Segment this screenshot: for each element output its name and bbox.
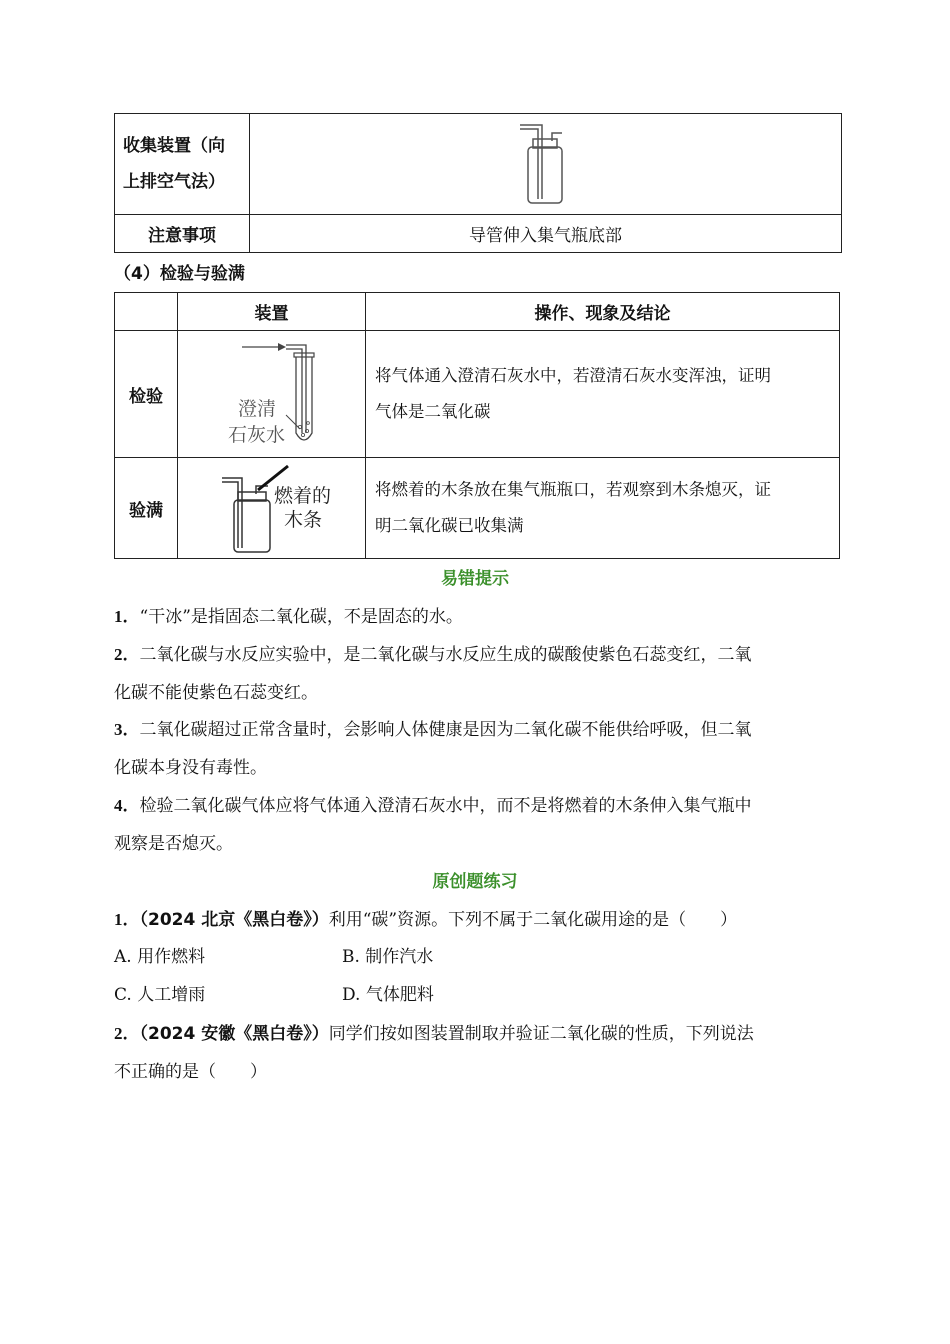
header-empty [115,293,178,331]
full-check-label: 验满 [115,458,178,559]
test-tube-rim [294,353,314,357]
full-check-text-cell [366,458,840,559]
question-1 [114,901,844,939]
test-label: 检验 [115,331,178,458]
collection-label-cell [115,114,250,215]
label-pointer [286,415,300,429]
tip-text: 二氧化碳超过正常含量时，会影响人体健康是因为二氧化碳不能供给呼吸，但二氧 [139,720,752,740]
tip-2-cont: 化碳不能使紫色石蕊变红。 [114,683,318,703]
header-operation: 操作、现象及结论 [366,293,840,331]
test-table [114,292,840,559]
option-c[interactable]: C. 人工增雨 [114,985,206,1005]
burning-stick-figure [178,460,364,556]
header-device: 装置 [178,293,366,331]
section-4-title: （4）检验与验满 [114,264,245,284]
collection-table [114,113,842,253]
tip-4 [114,787,844,825]
figure-label-stick-2: 木条 [284,509,323,531]
question-text: 利用“碳”资源。下列不属于二氧化碳用途的是（ ） [328,910,738,930]
limewater-test-figure [178,333,364,455]
delivery-tube-inner [286,349,302,433]
inlet-tube [222,478,242,548]
test-text-cell [366,331,840,458]
tip-3 [114,711,844,749]
figure-label-limewater-1: 澄清 [238,398,277,420]
notice-label: 注意事项 [115,215,250,253]
figure-label-stick-1: 燃着的 [274,485,332,507]
option-b[interactable]: B. 制作汽水 [342,947,434,967]
full-check-figure-cell [178,458,366,559]
question-number: 2． [114,1024,140,1043]
full-check-text-line2: 明二氧化碳已收集满 [375,516,524,535]
inlet-tube-inner [222,482,238,548]
test-text-line1: 将气体通入澄清石灰水中，若澄清石灰水变浑浊，证明 [375,366,771,385]
question-text: 同学们按如图装置制取并验证二氧化碳的性质，下列说法 [328,1024,754,1044]
bottle-body [234,500,270,552]
question-number: 1． [114,910,140,929]
collection-figure-cell [250,114,842,215]
tip-2 [114,636,844,674]
tip-text: 二氧化碳与水反应实验中，是二氧化碳与水反应生成的碳酸使紫色石蕊变红，二氧 [139,645,752,665]
tip-number: 2． [114,645,140,664]
tip-number: 1． [114,607,140,626]
arrow-head [278,343,286,351]
gas-collecting-bottle-figure [516,119,576,209]
tip-1 [114,598,844,636]
bottle-body [528,147,562,203]
full-check-text-line1: 将燃着的木条放在集气瓶瓶口，若观察到木条熄灭，证 [375,480,771,499]
bubble [301,433,304,436]
test-text-line2: 气体是二氧化碳 [375,402,491,421]
tip-text: “干冰”是指固态二氧化碳，不是固态的水。 [139,607,463,627]
collection-label-line1: 收集装置（向 [123,136,225,156]
tip-number: 4． [114,796,140,815]
question-source: （2024 北京《黑白卷》） [139,910,329,930]
tip-4-cont: 观察是否熄灭。 [114,834,233,854]
question-2 [114,1015,844,1053]
question-2-cont: 不正确的是（ ） [114,1062,267,1082]
practice-title: 原创题练习 [432,872,518,892]
option-a[interactable]: A. 用作燃料 [114,947,206,967]
figure-label-limewater-2: 石灰水 [228,424,286,446]
test-figure-cell [178,331,366,458]
tip-3-cont: 化碳本身没有毒性。 [114,758,267,778]
tip-text: 检验二氧化碳气体应将气体通入澄清石灰水中，而不是将燃着的木条伸入集气瓶中 [139,796,752,816]
bubble [307,422,310,425]
tips-title: 易错提示 [441,569,509,589]
option-d[interactable]: D. 气体肥料 [342,985,434,1005]
notice-value: 导管伸入集气瓶底部 [250,215,842,253]
collection-label-line2: 上排空气法） [123,172,225,192]
tip-number: 3． [114,720,140,739]
question-source: （2024 安徽《黑白卷》） [139,1024,329,1044]
